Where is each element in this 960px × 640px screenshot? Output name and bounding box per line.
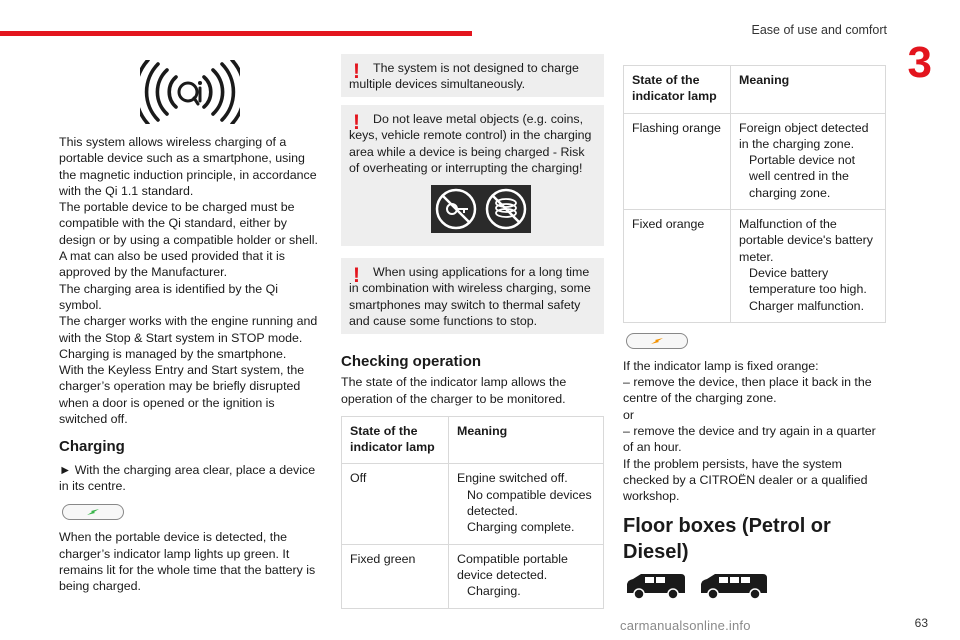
no-metal-objects-pictogram [431, 185, 531, 233]
table-cell-state: Flashing orange [624, 113, 731, 209]
intro-line: The charging area is identified by the Qi symbol. [59, 281, 279, 312]
table-header-state: State of the indicator lamp [342, 416, 449, 464]
floor-boxes-heading: Floor boxes (Petrol or Diesel) [623, 514, 831, 563]
intro-line: The portable device to be charged must be compatible with the Qi standard, either by design or by using a compatible holder or shell. [59, 200, 318, 247]
intro-line: The charger works with the engine running and with the Stop & Start system in STOP mode. [59, 314, 318, 345]
charging-step: ► With the charging area clear, place a device in its centre. [59, 462, 324, 495]
checking-heading: Checking operation [341, 353, 482, 370]
qi-symbol-icon [140, 60, 240, 129]
table-cell-meaning [449, 544, 604, 608]
intro-line: This system allows wireless charging of a portable device such as a smartphone, using the magnetic induction principle, in accordance with the Qi 1.1 standard. [59, 135, 317, 198]
meaning-line: Charging. [467, 584, 521, 599]
table-row [342, 544, 604, 608]
meaning-line: Device battery temperature too high. [749, 265, 867, 297]
table-cell-meaning [731, 210, 886, 323]
chapter-number: 3 [907, 38, 932, 87]
meaning-line: Malfunction of the portable device's battery meter. [739, 217, 873, 264]
table-header-meaning: Meaning [449, 416, 604, 464]
intro-line: With the Keyless Entry and Start system, the charger’s operation may be briefly disrupted when a door is opened or the ignition is switched off. [59, 363, 305, 427]
left-column [59, 134, 324, 594]
indicator-lamp-orange-icon [626, 333, 688, 349]
header-red-bar [0, 31, 472, 36]
warning-text: The system is not designed to charge multiple devices simultaneously. [349, 61, 579, 92]
warning-text: Do not leave metal objects (e.g. coins, keys, vehicle remote control) in the charging area while a device is being charged - Risk of overheating or interrupting the charging! [349, 112, 592, 175]
intro-line: Charging is managed by the smartphone. [59, 346, 287, 361]
right-column [623, 54, 887, 601]
table-cell-state: Off [342, 464, 449, 544]
meaning-line: Charging complete. [467, 520, 575, 535]
meaning-line: Foreign object detected in the charging zone. [739, 120, 869, 151]
warning-text: When using applications for a long time in combination with wireless charging, some smartphones may switch to thermal safety and cause some functions to stop. [349, 265, 591, 328]
warning-icon: ! [353, 111, 360, 134]
watermark: carmanualsonline.info [620, 618, 751, 633]
warning-icon: ! [353, 60, 360, 83]
fixed-orange-step: – remove the device, then place it back in the centre of the charging zone. [623, 375, 872, 406]
indicator-table [623, 65, 886, 323]
warning-box [341, 258, 604, 334]
charging-detected-text: When the portable device is detected, the charger’s indicator lamp lights up green. It remains lit for the whole time that the battery is being charged. [59, 530, 316, 594]
warning-box [341, 54, 604, 97]
warning-icon: ! [353, 264, 360, 287]
meaning-line: Portable device not well centred in the charging zone. [749, 153, 856, 200]
table-cell-meaning [731, 113, 886, 209]
fixed-orange-intro: If the indicator lamp is fixed orange: [623, 358, 819, 373]
section-title: Ease of use and comfort [751, 23, 887, 37]
charging-heading: Charging [59, 438, 125, 456]
table-header-row [342, 416, 604, 464]
table-cell-state: Fixed orange [624, 210, 731, 323]
fixed-orange-step: – remove the device and try again in a quarter of an hour. [623, 424, 876, 455]
van-short-icon [623, 573, 687, 601]
table-row [624, 113, 886, 209]
page-number: 63 [914, 616, 928, 630]
meaning-line: No compatible devices detected. [467, 487, 592, 519]
van-long-icon [697, 573, 769, 601]
table-cell-meaning [449, 464, 604, 544]
table-header-state: State of the indicator lamp [624, 66, 731, 114]
table-row [342, 464, 604, 544]
warning-box [341, 105, 604, 246]
table-cell-state: Fixed green [342, 544, 449, 608]
indicator-lamp-green-icon [62, 504, 124, 520]
table-header-meaning: Meaning [731, 66, 886, 114]
table-header-row [624, 66, 886, 114]
meaning-line: Charger malfunction. [749, 298, 865, 313]
meaning-line: Engine switched off. [457, 471, 568, 486]
checking-text: The state of the indicator lamp allows the operation of the charger to be monitored. [341, 375, 567, 406]
table-row [624, 210, 886, 323]
intro-line: A mat can also be used provided that it is approved by the Manufacturer. [59, 249, 285, 280]
indicator-table [341, 416, 604, 609]
middle-column [341, 54, 604, 609]
or-text: or [623, 407, 635, 422]
vehicle-silhouettes [623, 573, 887, 601]
persist-text: If the problem persists, have the system checked by a CITROËN dealer or a qualified workshop. [623, 456, 868, 504]
meaning-line: Compatible portable device detected. [457, 551, 568, 582]
